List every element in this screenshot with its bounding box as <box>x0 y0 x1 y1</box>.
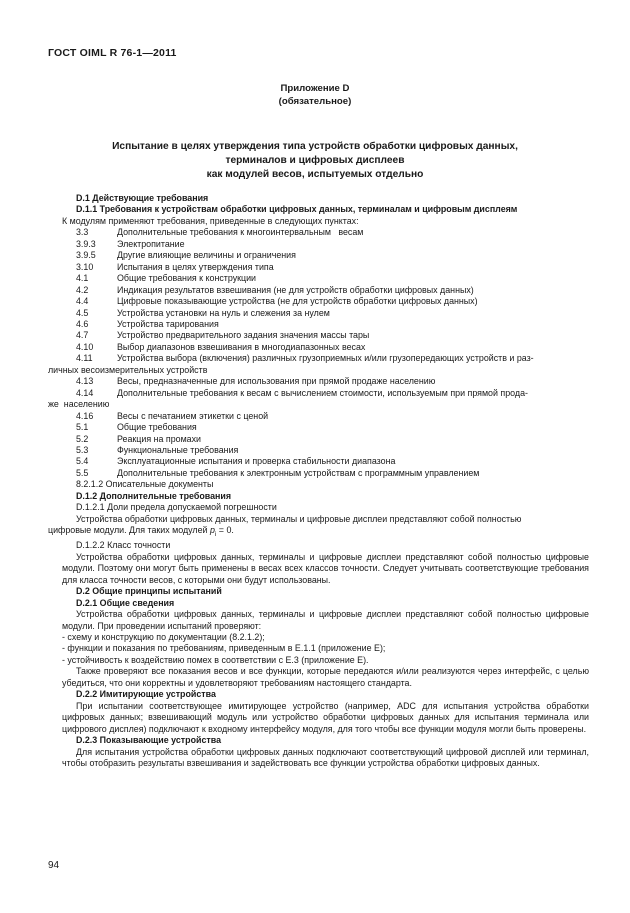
clause-number: 3.3 <box>76 227 89 238</box>
annex-heading-line-2: терминалов и цифровых дисплеев <box>225 155 405 166</box>
d23-paragraph: Для испытания устройства обработки цифровых данных подключают соответствующий цифровой дисплей или терминал, чтобы отобразить результаты взвешивания и задействовать все функции устройства обработки цифровых данных. <box>62 746 589 768</box>
clause-number: 3.10 <box>76 261 94 272</box>
clause-row <box>62 239 589 250</box>
section-d121-heading: D.1.2.1 Доли предела допускаемой погрешности <box>76 502 277 513</box>
clause-text: Общие требования <box>117 422 197 433</box>
clause-text: Другие влияющие величины и ограничения <box>117 250 296 261</box>
clause-text: Функциональные требования <box>117 444 239 455</box>
clause-text: Устройства тарирования <box>117 318 219 329</box>
clause-number: 4.14 <box>76 387 94 398</box>
clause-row <box>62 330 589 341</box>
clause-text: Индикация результатов взвешивания (не для устройств обработки цифровых данных) <box>117 284 474 295</box>
d121-line-1: Устройства обработки цифровых данных, терминалы и цифровые дисплеи представляют собой полностью <box>76 513 522 524</box>
clause-number: 3.9.5 <box>76 250 96 261</box>
clause-number: 4.1 <box>76 273 89 284</box>
clause-number: 5.3 <box>76 444 89 455</box>
clause-number: 4.11 <box>76 353 93 364</box>
clause-number: 4.6 <box>76 318 89 329</box>
d21-paragraph-2: Также проверяют все показания весов и все функции, которые передаются и/или реализуются через интерфейс, с целью убедиться, что они корректны и удовлетворяют требованиям настоящего стандарта. <box>62 666 589 688</box>
clause-text: Весы, предназначенные для использования при прямой продаже населению <box>117 376 436 387</box>
clause-row <box>62 285 589 296</box>
clause-number: 5.4 <box>76 456 89 467</box>
clause-text: Устройства выбора (включения) различных грузоприемных и/или грузопередающих устройств и раз- <box>117 353 534 364</box>
document-body <box>48 193 589 769</box>
section-d122-heading: D.1.2.2 Класс точности <box>76 540 171 551</box>
clause-number: 4.7 <box>76 330 89 341</box>
clause-row <box>62 342 589 353</box>
clause-number: 4.4 <box>76 296 89 307</box>
clause-row <box>62 468 589 479</box>
intro-text: К модулям применяют требования, приведенные в следующих пунктах: <box>62 215 359 226</box>
clause-number: 4.2 <box>76 284 89 295</box>
clause-text: Дополнительные требования к многоинтервальным весам <box>117 227 364 238</box>
document-header: ГОСТ OIML R 76-1—2011 <box>48 47 177 59</box>
clause-number: 3.9.3 <box>76 238 96 249</box>
clause-row <box>62 250 589 261</box>
clause-row <box>62 388 589 399</box>
clause-row <box>62 227 589 238</box>
d21-list-item: - схему и конструкцию по документации (8.2.1.2); <box>62 632 265 642</box>
d121-line-2: цифровые модули. Для таких модулей <box>48 525 210 536</box>
clause-continuation: же населению <box>48 399 110 410</box>
clause-row <box>62 445 589 456</box>
clause-row <box>62 296 589 307</box>
clause-text: Выбор диапазонов взвешивания в многодиапазонных весах <box>117 341 366 352</box>
clause-number: 4.16 <box>76 410 94 421</box>
clause-text: Дополнительные требования к электронным устройствам с программным управлением <box>117 467 480 478</box>
clause-number: 4.10 <box>76 341 94 352</box>
clause-text: Эксплуатационные испытания и проверка стабильности диапазона <box>117 456 396 467</box>
clause-number: 5.5 <box>76 467 89 478</box>
clause-row <box>62 262 589 273</box>
section-d1-heading: D.1 Действующие требования <box>76 193 209 203</box>
clause-number: 5.1 <box>76 422 89 433</box>
clause-number: 5.2 <box>76 433 89 444</box>
clause-text: Реакция на промахи <box>117 433 202 444</box>
d21-list-item: - устойчивость к воздействию помех в соответствии с Е.3 (приложение Е). <box>62 654 369 665</box>
annex-heading-line-3: как модулей весов, испытуемых отдельно <box>206 169 424 180</box>
clause-number: 4.5 <box>76 307 89 318</box>
clause-8212: 8.2.1.2 Описательные документы <box>76 479 214 490</box>
clause-text: Электропитание <box>117 238 185 249</box>
clause-number: 4.13 <box>76 376 94 387</box>
clause-text: Устройство предварительного задания значения массы тары <box>117 330 370 341</box>
clause-row <box>62 353 589 364</box>
section-d22-heading: D.2.2 Имитирующие устройства <box>76 689 216 700</box>
clause-row <box>62 319 589 330</box>
d21-paragraph: Устройства обработки цифровых данных, терминалы и цифровые дисплеи представляют собой полностью цифровые модули. При проведении испытаний проверяют: <box>62 609 589 631</box>
clause-text: Весы с печатанием этикетки с ценой <box>117 410 269 421</box>
page-number: 94 <box>48 860 60 871</box>
clause-row <box>62 308 589 319</box>
formula-rest: = 0. <box>216 525 234 536</box>
section-d12-heading: D.1.2 Дополнительные требования <box>76 490 232 501</box>
clause-row <box>62 376 589 387</box>
clause-row <box>62 273 589 284</box>
annex-title: Приложение D <box>280 83 350 94</box>
annex-heading-line-1: Испытание в целях утверждения типа устройств обработки цифровых данных, <box>112 141 518 152</box>
section-d23-heading: D.2.3 Показывающие устройства <box>76 735 222 746</box>
clause-row <box>62 422 589 433</box>
d22-paragraph: При испытании соответствующее имитирующее устройство (например, ADC для испытания устройства обработки цифровых данных; взвешивающий модуль или устройство обработки цифровых данных для испытания терминала или цифрового дисплея) подключают к входному интерфейсу модуля, для того чтобы все функции модуля могли быть проверены. <box>62 700 589 734</box>
formula-p: p <box>209 525 215 536</box>
d121-paragraph <box>48 513 589 541</box>
formula-subscript: i <box>214 530 217 538</box>
d21-list-item: - функции и показания по требованиям, приведенным в Е.1.1 (приложение Е); <box>62 643 386 654</box>
d122-paragraph: Устройства обработки цифровых данных, терминалы и цифровые дисплеи представляют собой полностью цифровые модули. Поэтому они могут быть применены в весах всех классов точности. Следует учитывать соответствующие требования для класса точности весов, с которыми они будут использованы. <box>62 551 589 585</box>
section-d21-heading: D.2.1 Общие сведения <box>76 597 175 608</box>
clause-text: Устройства установки на нуль и слежения за нулем <box>117 307 330 318</box>
section-d2-heading: D.2 Общие принципы испытаний <box>76 586 222 597</box>
clause-continuation: личных весоизмерительных устройств <box>48 364 208 375</box>
annex-status: (обязательное) <box>278 96 352 107</box>
annex-heading <box>0 140 630 182</box>
clause-text: Испытания в целях утверждения типа <box>117 261 274 272</box>
clause-text: Дополнительные требования к весам с вычислением стоимости, используемым при прямой прода- <box>117 387 528 398</box>
clause-row <box>62 456 589 467</box>
clause-row <box>62 434 589 445</box>
clause-text: Общие требования к конструкции <box>117 273 257 284</box>
clause-text: Цифровые показывающие устройства (не для устройств обработки цифровых данных) <box>117 296 478 307</box>
clause-list <box>48 227 589 479</box>
section-d11-heading: D.1.1 Требования к устройствам обработки цифровых данных, терминалам и цифровым дисплеям <box>76 204 518 215</box>
clause-row <box>62 411 589 422</box>
